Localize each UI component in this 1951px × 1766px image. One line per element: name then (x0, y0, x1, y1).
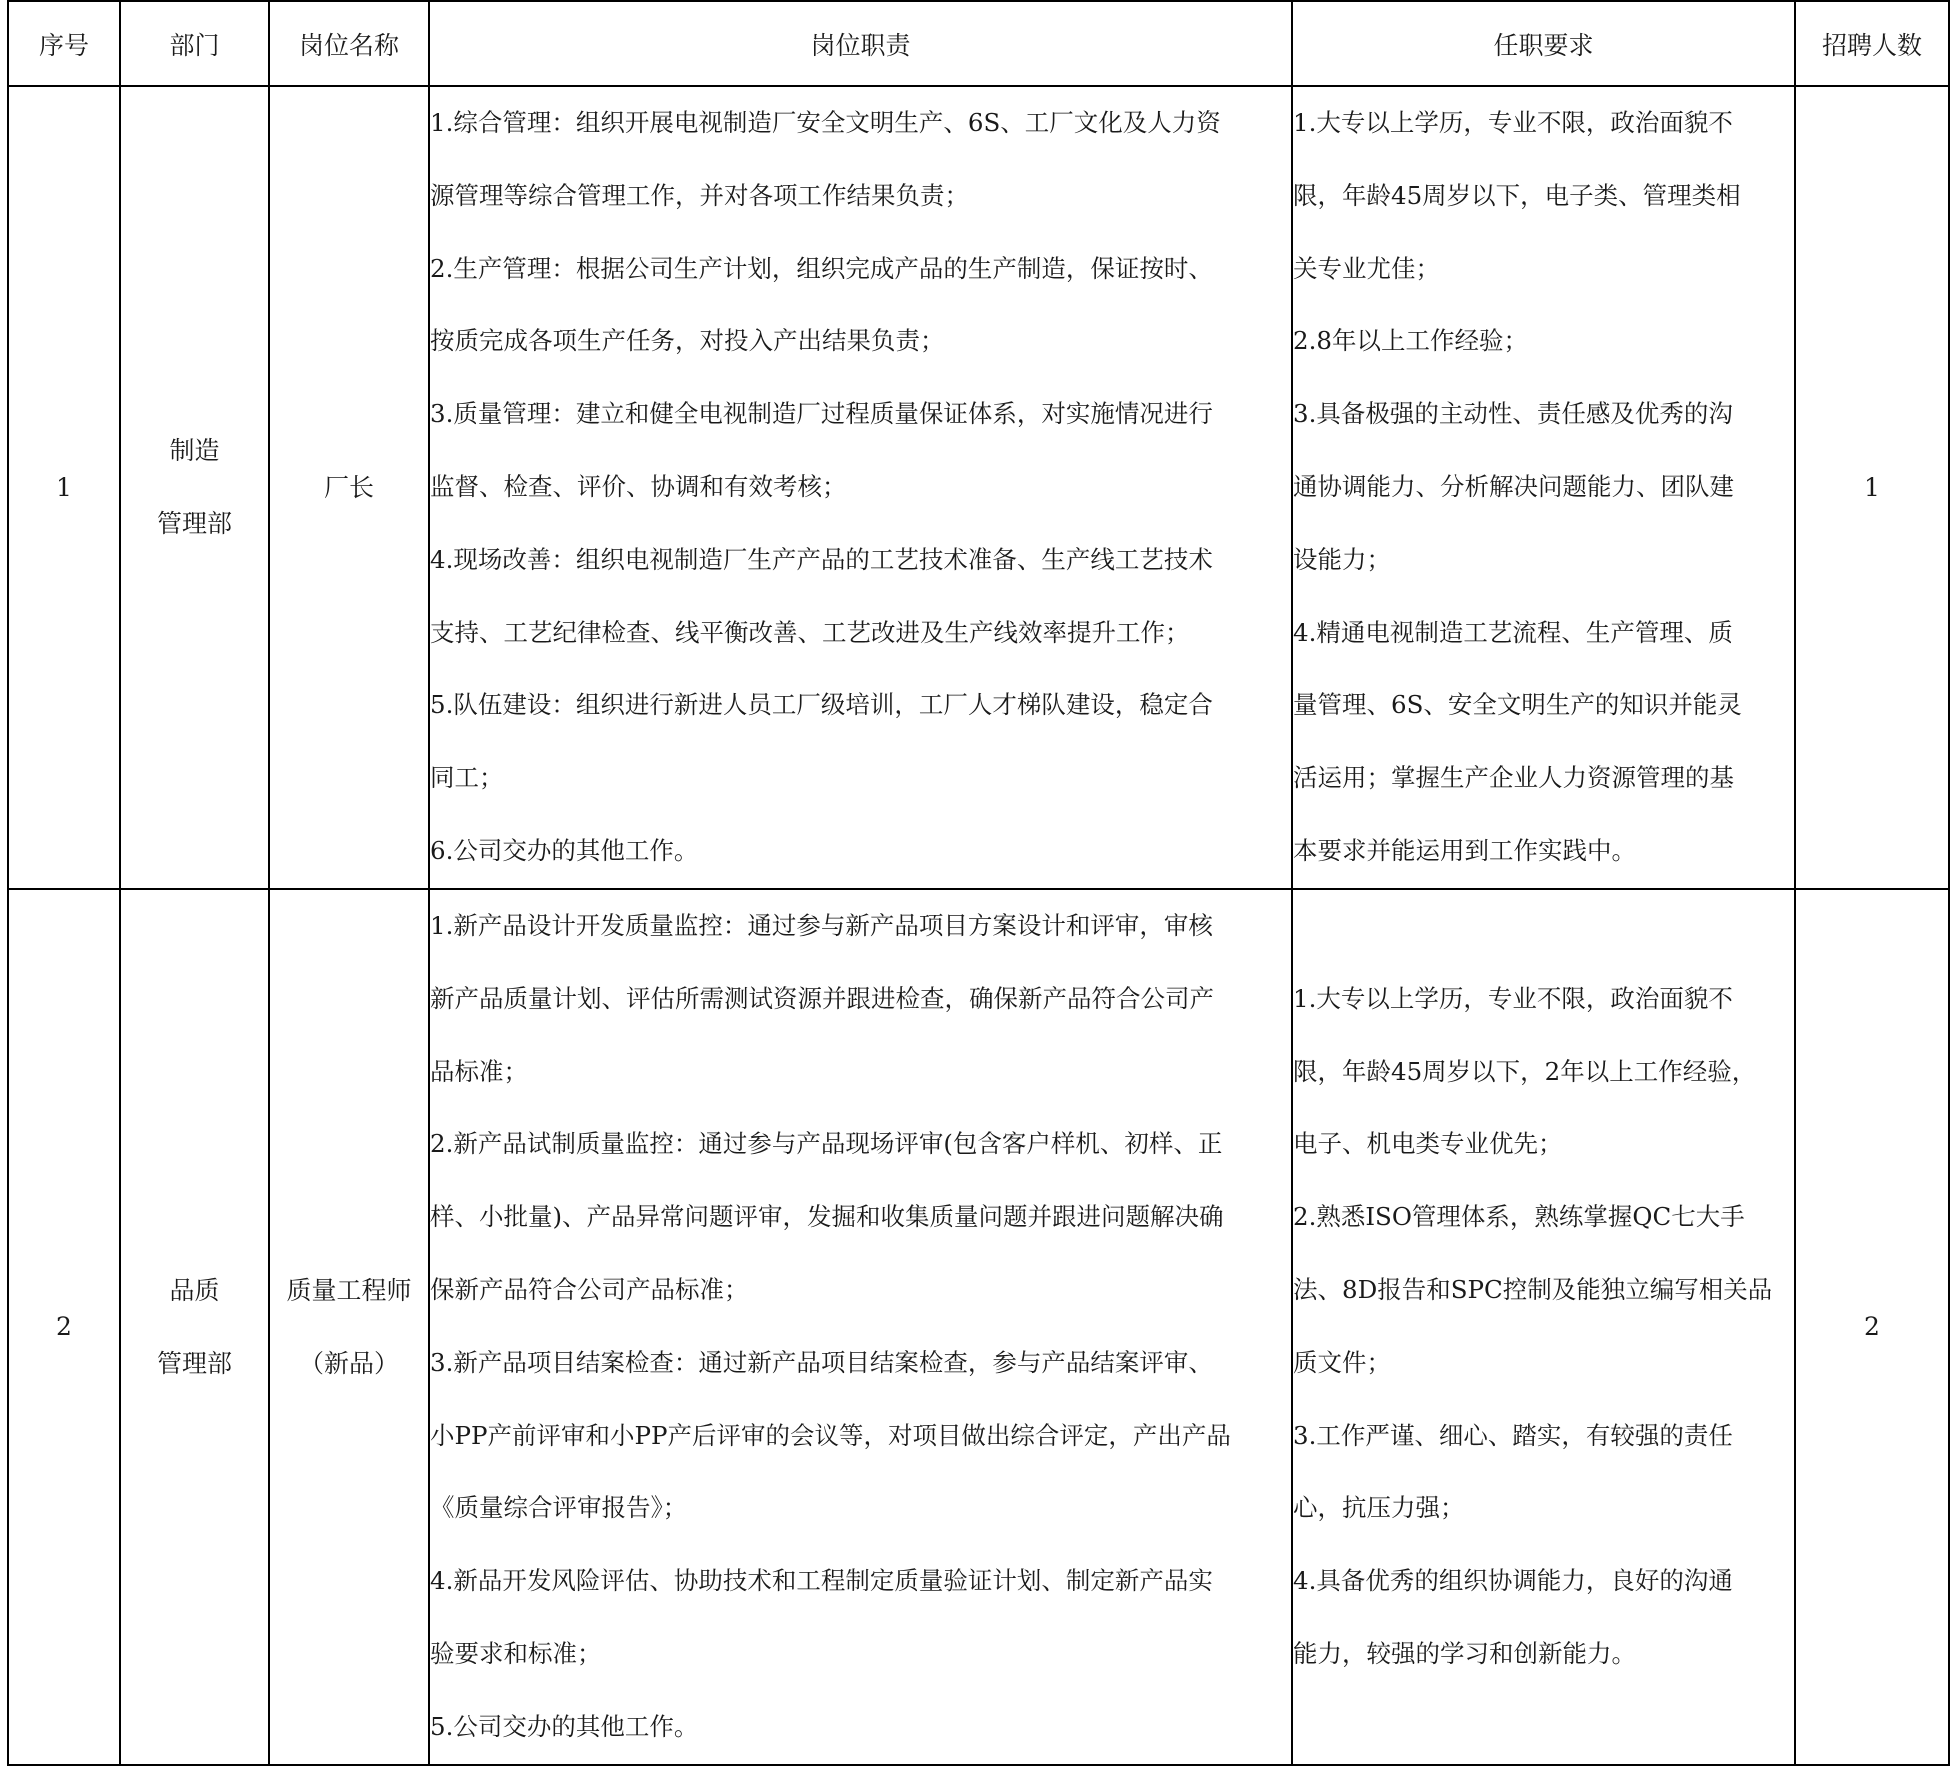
header-index: 序号 (8, 1, 120, 86)
recruitment-table (7, 0, 1950, 1766)
duty-line: 按质完成各项生产任务，对投入产出结果负责； (430, 326, 945, 356)
cell-position (269, 889, 429, 1765)
requirement-line: 电子、机电类专业优先； (1293, 1129, 1563, 1159)
requirement-line: 本要求并能运用到工作实践中。 (1293, 835, 1636, 865)
requirement-line: 3.工作严谨、细心、踏实，有较强的责任 (1293, 1420, 1733, 1450)
requirement-line: 1.大专以上学历，专业不限，政治面貌不 (1293, 983, 1733, 1013)
duty-line: 5.公司交办的其他工作。 (430, 1711, 699, 1741)
department-line: 品质 (169, 1275, 220, 1305)
duty-line: 同工； (430, 763, 504, 793)
duty-line: 1.综合管理：组织开展电视制造厂安全文明生产、6S、工厂文化及人力资 (430, 108, 1221, 137)
duty-line: 3.新产品项目结案检查：通过新产品项目结案检查，参与产品结案评审、 (430, 1347, 1213, 1377)
table-row (8, 889, 1949, 1765)
table-row (8, 86, 1949, 889)
duty-line: 1.新产品设计开发质量监控：通过参与新产品项目方案设计和评审，审核 (430, 910, 1213, 940)
cell-duties (429, 86, 1292, 889)
cell-index: 1 (8, 86, 120, 889)
cell-duties (429, 889, 1292, 1765)
department-line: 管理部 (156, 509, 232, 539)
duty-line: 5.队伍建设：组织进行新进人员工厂级培训，工厂人才梯队建设，稳定合 (430, 690, 1213, 720)
duty-line: 保新产品符合公司产品标准； (430, 1274, 749, 1304)
cell-index: 2 (8, 889, 120, 1765)
requirement-line: 4.具备优秀的组织协调能力，良好的沟通 (1293, 1566, 1733, 1596)
requirement-line: 设能力； (1293, 544, 1391, 574)
requirement-line: 法、8D报告和SPC控制及能独立编写相关品 (1293, 1274, 1773, 1304)
requirement-line: 限，年龄45周岁以下，2年以上工作经验， (1293, 1056, 1757, 1086)
duty-line: 源管理等综合管理工作，并对各项工作结果负责； (430, 180, 969, 210)
duty-line: 新产品质量计划、评估所需测试资源并跟进检查，确保新产品符合公司产 (430, 983, 1214, 1013)
cell-department (120, 86, 269, 889)
duty-line: 4.新品开发风险评估、协助技术和工程制定质量验证计划、制定新产品实 (430, 1566, 1213, 1596)
duty-line: 验要求和标准； (430, 1638, 602, 1668)
department-line: 制造 (169, 436, 220, 466)
requirement-line: 2.熟悉ISO管理体系，熟练掌握QC七大手 (1293, 1202, 1745, 1232)
table-header-row (8, 1, 1949, 86)
requirement-line: 4.精通电视制造工艺流程、生产管理、质 (1293, 617, 1733, 647)
cell-requirements (1292, 86, 1795, 889)
department-line: 管理部 (156, 1348, 232, 1378)
header-duties: 岗位职责 (429, 1, 1292, 86)
cell-position (269, 86, 429, 889)
requirement-line: 限，年龄45周岁以下，电子类、管理类相 (1293, 180, 1741, 210)
duty-line: 监督、检查、评价、协调和有效考核； (430, 471, 847, 501)
duty-line: 2.新产品试制质量监控：通过参与产品现场评审(包含客户样机、初样、正 (430, 1129, 1223, 1159)
requirement-line: 3.具备极强的主动性、责任感及优秀的沟 (1293, 399, 1733, 429)
header-headcount: 招聘人数 (1795, 1, 1949, 86)
cell-headcount: 1 (1795, 86, 1949, 889)
requirement-line: 2.8年以上工作经验； (1293, 326, 1528, 356)
duty-line: 支持、工艺纪律检查、线平衡改善、工艺改进及生产线效率提升工作； (430, 617, 1190, 647)
duty-line: 样、小批量)、产品异常问题评审，发掘和收集质量问题并跟进问题解决确 (430, 1202, 1224, 1232)
requirement-line: 量管理、6S、安全文明生产的知识并能灵 (1293, 690, 1742, 720)
duty-line: 小PP产前评审和小PP产后评审的会议等，对项目做出综合评定，产出产品 (430, 1420, 1231, 1450)
requirement-line: 活运用；掌握生产企业人力资源管理的基 (1293, 763, 1734, 793)
header-department: 部门 (120, 1, 269, 86)
position-line: 质量工程师 (286, 1275, 412, 1305)
cell-department (120, 889, 269, 1765)
requirement-line: 1.大专以上学历，专业不限，政治面貌不 (1293, 108, 1733, 137)
duty-line: 4.现场改善：组织电视制造厂生产产品的工艺技术准备、生产线工艺技术 (430, 544, 1213, 574)
header-position: 岗位名称 (269, 1, 429, 86)
duty-line: 《质量综合评审报告》； (430, 1493, 688, 1523)
requirement-top-gap (1293, 890, 1794, 963)
position-line: 厂长 (323, 472, 374, 502)
cell-headcount: 2 (1795, 889, 1949, 1765)
requirement-line: 心，抗压力强； (1293, 1493, 1465, 1523)
duty-line: 2.生产管理：根据公司生产计划，组织完成产品的生产制造，保证按时、 (430, 253, 1213, 283)
duty-line: 3.质量管理：建立和健全电视制造厂过程质量保证体系，对实施情况进行 (430, 399, 1213, 429)
requirement-bottom-gap (1293, 1691, 1794, 1764)
header-requirements: 任职要求 (1292, 1, 1795, 86)
duty-line: 品标准； (430, 1056, 528, 1086)
requirement-line: 关专业尤佳； (1293, 253, 1440, 283)
position-line: （新品） (298, 1348, 399, 1378)
duty-line: 6.公司交办的其他工作。 (430, 835, 699, 865)
requirement-line: 通协调能力、分析解决问题能力、团队建 (1293, 471, 1734, 501)
recruitment-table-container (7, 0, 1948, 1766)
cell-requirements (1292, 889, 1795, 1765)
requirement-line: 能力，较强的学习和创新能力。 (1293, 1638, 1636, 1668)
requirement-line: 质文件； (1293, 1347, 1391, 1377)
